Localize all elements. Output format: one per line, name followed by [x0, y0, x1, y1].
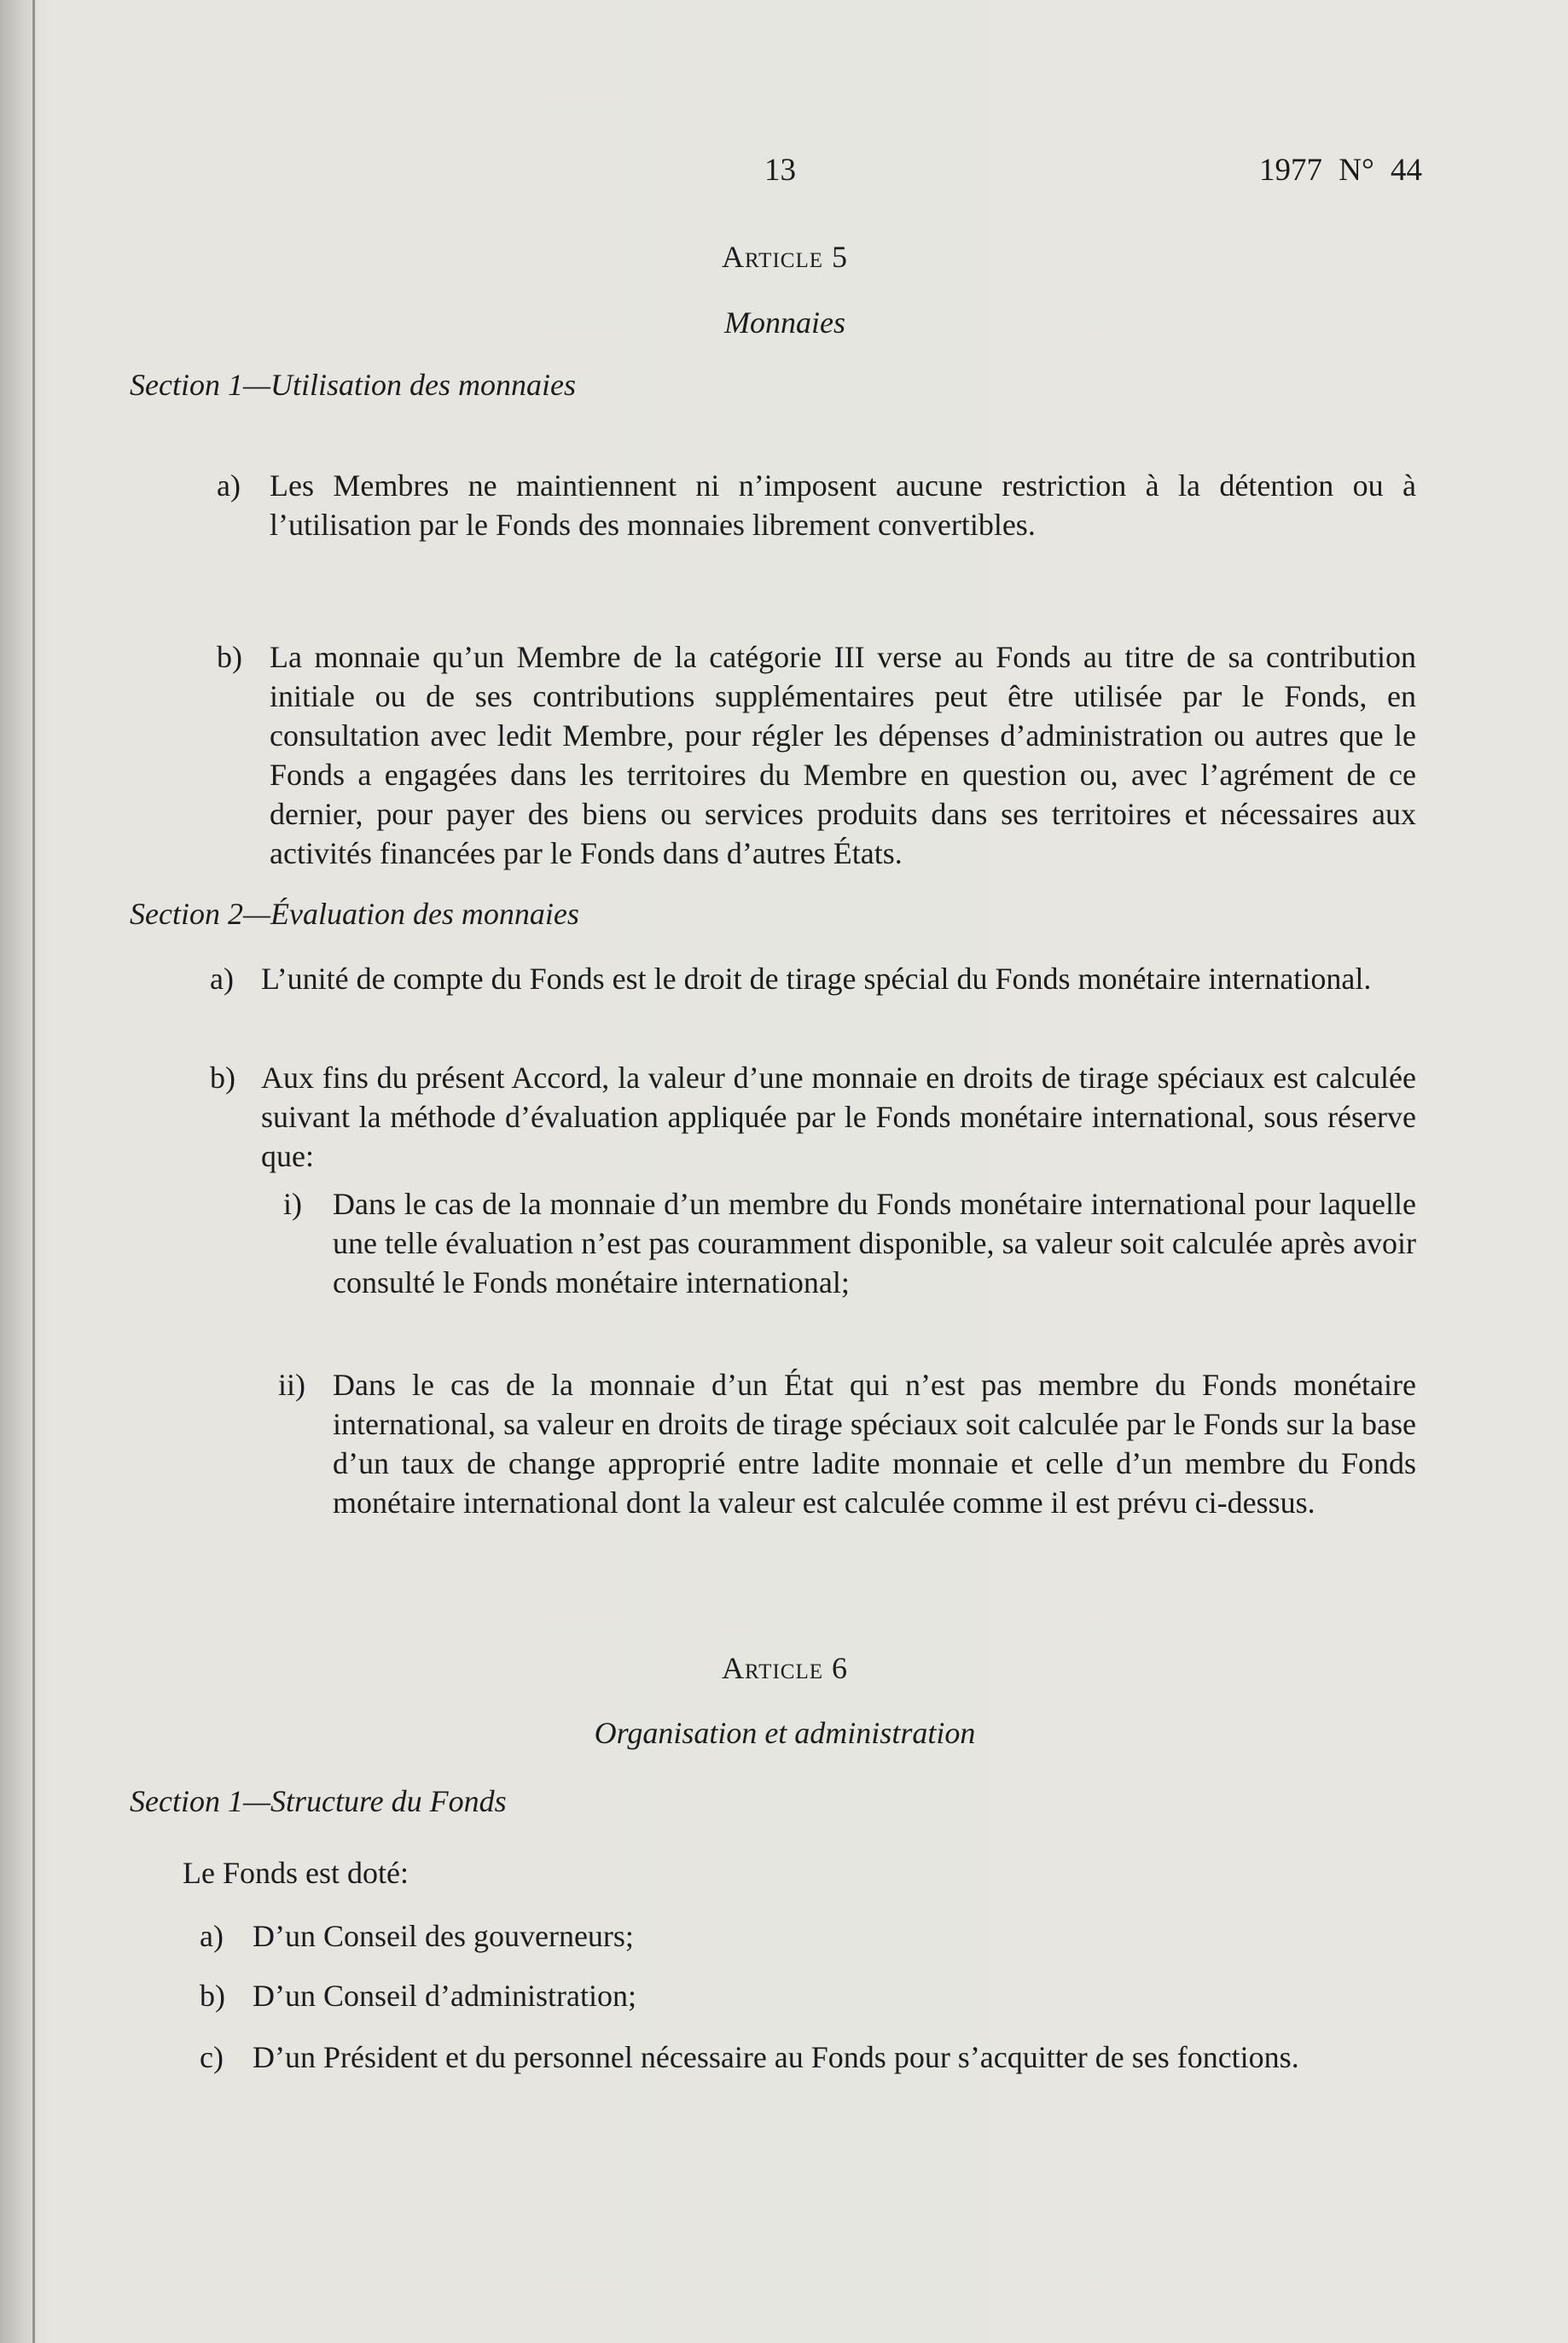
- item-text: Dans le cas de la monnaie d’un membre du Fonds monétaire international pour laquelle une telle évaluation n’est pas couramment disponible, sa valeur soit calculée après avoir consulté le Fonds monétaire international;: [333, 1187, 1416, 1299]
- article-6-intro: Le Fonds est doté:: [183, 1856, 409, 1890]
- item-text: Dans le cas de la monnaie d’un État qui n’est pas membre du Fonds monétaire international, sa valeur en droits de tirage spéciaux soit calculée par le Fonds sur la base d’un taux de change approprié entre ladite monnaie et celle d’un membre du Fonds monétaire international dont la valeur est calculée comme il est prévu ci-dessus.: [333, 1368, 1416, 1520]
- year-number: 1977 N° 44: [1259, 153, 1423, 188]
- item-text: L’unité de compte du Fonds est le droit de tirage spécial du Fonds monétaire international.: [261, 962, 1372, 996]
- item-label: b): [210, 1061, 235, 1095]
- page-number: 13: [764, 153, 796, 188]
- item-text: Aux fins du présent Accord, la valeur d’une monnaie en droits de tirage spéciaux est calculée suivant la méthode d’évaluation appliquée par le Fonds monétaire international, sous réserve que:: [261, 1061, 1416, 1173]
- item-label: a): [200, 1919, 224, 1953]
- item-label: i): [283, 1187, 302, 1221]
- article-6-section-1-item-c: [200, 2038, 1416, 2116]
- article-5-section-2-item-b: [210, 1058, 1416, 1174]
- article-5-title: Article 5: [722, 240, 848, 274]
- article-5-section-2-subitem-i: [283, 1184, 1416, 1338]
- binding-edge-line: [32, 0, 35, 2343]
- item-label: b): [217, 640, 242, 674]
- item-label: a): [217, 468, 241, 503]
- item-text: D’un Président et du personnel nécessaire au Fonds pour s’acquitter de ses fonctions.: [253, 2040, 1299, 2074]
- item-text: La monnaie qu’un Membre de la catégorie III verse au Fonds au titre de sa contribution initiale ou de ses contributions supplémentaires peut être utilisée par le Fonds, en consultation avec ledit Membre, pour régler les dépenses d’administration ou autres que le Fonds a engagées dans les territoires du Membre en question ou, avec l’agrément de ce dernier, pour payer des biens ou services produits dans ses territoires et nécessaires aux activités financées par le Fonds dans d’autres États.: [270, 640, 1416, 870]
- article-6-section-1-item-b: [200, 1976, 1416, 2015]
- item-label: a): [210, 962, 234, 996]
- article-6-subtitle: Organisation et administration: [594, 1716, 976, 1750]
- article-5-subtitle: Monnaies: [724, 305, 845, 340]
- article-5-section-1-item-a: [217, 466, 1416, 573]
- item-label: c): [200, 2040, 224, 2074]
- article-6-title: Article 6: [722, 1651, 848, 1685]
- item-text: D’un Conseil d’administration;: [253, 1979, 636, 2013]
- item-label: b): [200, 1979, 225, 2013]
- article-6-section-1-heading: Section 1—Structure du Fonds: [130, 1784, 507, 1818]
- article-5-section-2-item-a: [210, 959, 1416, 1036]
- item-text: Les Membres ne maintiennent ni n’imposent aucune restriction à la détention ou à l’utilisation par le Fonds des monnaies librement convertibles.: [270, 468, 1416, 542]
- article-6-section-1-item-a: [200, 1916, 1416, 1956]
- article-5-section-2-heading: Section 2—Évaluation des monnaies: [130, 897, 579, 931]
- article-5-section-1-item-b: [217, 637, 1416, 876]
- item-label: ii): [278, 1368, 305, 1402]
- article-5-section-2-subitem-ii: [278, 1365, 1416, 1561]
- article-5-section-1-heading: Section 1—Utilisation des monnaies: [130, 368, 576, 402]
- item-text: D’un Conseil des gouverneurs;: [253, 1919, 634, 1953]
